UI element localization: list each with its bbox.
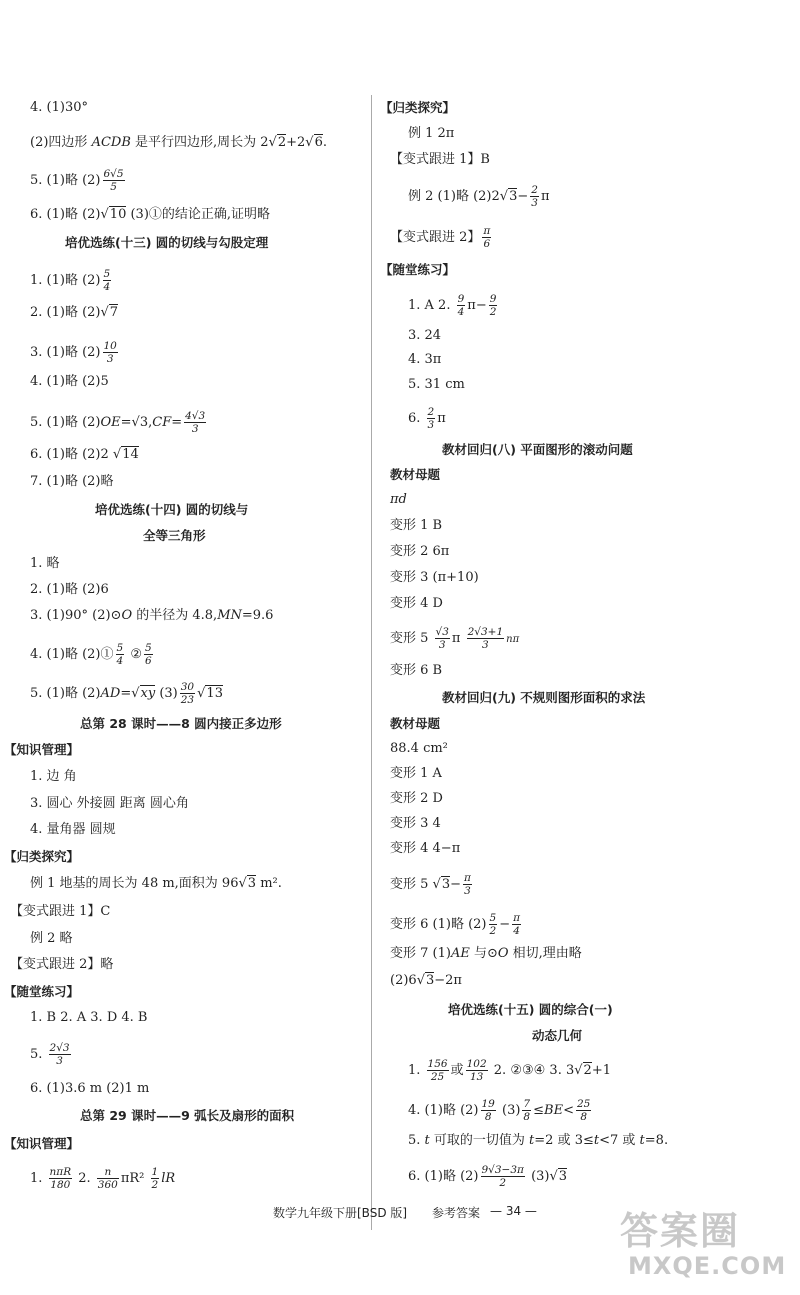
answer-line: 5. t 可取的一切值为 t=2 或 3≤t<7 或 t=8. [408,1133,669,1148]
answer-line: 1. 略 [30,556,60,571]
answer-line: 例 1 地基的周长为 48 m,面积为 96√3 m². [30,876,282,891]
column-divider [371,95,372,1230]
answer-line: 5. (1)略 (2)OE=√3,CF= $\frac{4√3}{3}$ [30,410,206,435]
subsection-heading: 教材母题 [390,716,441,731]
answer-line: 6. $\frac{2}{3}$ π [408,406,446,431]
section-heading: 【归类探究】 [380,100,456,115]
answer-line: 1. B 2. A 3. D 4. B [30,1010,148,1025]
section-heading: 【知识管理】 [4,742,80,757]
answer-line: 变形 4 D [390,596,443,611]
answer-line: 变形 3 (π+10) [390,570,479,585]
section-title: 培优选练(十三) 圆的切线与勾股定理 [65,235,269,250]
answer-line: 6. (1)3.6 m (2)1 m [30,1081,150,1096]
subsection-heading: 教材母题 [390,467,441,482]
answer-line: 【变式跟进 2】 $\frac{\pi}{6}$ [390,225,491,250]
answer-line: (2)6√3−2π [390,973,462,988]
answer-line: 变形 1 B [390,518,443,533]
answer-line: 4. (1)30° [30,100,88,115]
footer-section-label: 参考答案 [432,1206,481,1220]
answer-line: 4. 量角器 圆规 [30,822,116,837]
answer-line: 【变式跟进 2】略 [10,957,114,972]
answer-line: 2. (1)略 (2)√7 [30,305,119,320]
answer-line: 变形 6 B [390,663,443,678]
answer-line: 1. $\frac{\text{nπR}}{180}$ 2. $\frac{n}{360}$ πR² $\frac{1}{2}$ lR [30,1166,176,1191]
section-heading: 【随堂练习】 [4,984,80,999]
answer-line: 例 2 (1)略 (2)2√3− $\frac{2}{3}$ π [408,184,550,209]
answer-line: 7. (1)略 (2)略 [30,474,114,489]
answer-line: 变形 2 6π [390,544,450,559]
answer-line: 2. (1)略 (2)6 [30,582,109,597]
answer-line: 3. (1)略 (2) $\frac{10}{3}$ [30,340,117,365]
section-heading: 【随堂练习】 [380,262,456,277]
section-heading: 【归类探究】 [4,849,80,864]
answer-line: 3. 24 [408,328,442,343]
answer-line: 88.4 cm² [390,741,448,756]
answer-line: 变形 7 (1)AE 与⊙O 相切,理由略 [390,946,582,961]
answer-line: 【变式跟进 1】C [10,904,111,919]
answer-line: 1. $\frac{156}{25}$ 或 $\frac{102}{13}$ 2. ②③④ 3. 3√2+1 [408,1058,611,1083]
answer-line: 5. (1)略 (2)AD=√xy (3) $\frac{30}{23}$ √13 [30,681,223,706]
section-title: 总第 28 课时——8 圆内接正多边形 [80,716,282,731]
answer-line: 6. (1)略 (2) $\frac{9√3-3\pi}{2}$ (3)√3 [408,1164,568,1189]
answer-line: 5. (1)略 (2) $\frac{6√5}{5}$ [30,168,124,193]
answer-line: 变形 6 (1)略 (2) $\frac{5}{2}$ − $\frac{\pi}{4}$ [390,912,520,937]
section-subtitle: 动态几何 [532,1028,583,1043]
answer-line: 变形 3 4 [390,816,441,831]
answer-line: πd [390,492,407,507]
answer-line: 变形 5 √3− $\frac{\pi}{3}$ [390,872,471,897]
answer-line: 6. (1)略 (2)2 √14 [30,447,139,462]
answer-line: 1. (1)略 (2) $\frac{5}{4}$ [30,268,111,293]
footer-page-number: — 34 — [490,1204,537,1218]
answer-line: 例 2 略 [30,931,73,946]
footer-book-title: 数学九年级下册[BSD 版] [273,1206,408,1220]
answer-line: 变形 2 D [390,791,443,806]
section-heading: 【知识管理】 [4,1136,80,1151]
answer-line: 4. 3π [408,352,442,367]
answer-line: 4. (1)略 (2) $\frac{19}{8}$ (3) $\frac{7}{8}$ ≤BE< $\frac{25}{8}$ [408,1098,591,1123]
answer-line: 变形 1 A [390,766,442,781]
section-title: 教材回归(九) 不规则图形面积的求法 [442,690,646,705]
answer-line: 4. (1)略 (2)① $\frac{5}{4}$ ② $\frac{5}{6}$ [30,642,152,667]
watermark-url: MXQE.COM [628,1252,787,1280]
watermark-logo [620,1200,790,1290]
answer-line: 1. A 2. $\frac{9}{4}$ π− $\frac{9}{2}$ [408,293,497,318]
answer-line: 例 1 2π [408,126,455,141]
answer-line: (2)四边形 ACDB 是平行四边形,周长为 2√2+2√6. [30,135,328,150]
answer-line: 5. $\frac{2√3}{3}$ [30,1042,70,1067]
answer-line: 变形 4 4−π [390,841,461,856]
answer-line: 3. 圆心 外接圆 距离 圆心角 [30,796,189,811]
section-title: 培优选练(十五) 圆的综合(一) [448,1002,613,1017]
answer-line: 变形 5 $\frac{√3}{3}$ π $\frac{2√3+1}{3}$ nπ [390,626,520,651]
section-subtitle: 全等三角形 [143,528,206,543]
answer-line: 【变式跟进 1】B [390,152,490,167]
section-title: 培优选练(十四) 圆的切线与 [95,502,249,517]
watermark-text: 答案圈 [620,1209,741,1253]
answer-line: 4. (1)略 (2)5 [30,374,109,389]
answer-line: 5. 31 cm [408,377,465,392]
section-title: 总第 29 课时——9 弧长及扇形的面积 [80,1108,295,1123]
answer-line: 6. (1)略 (2)√10 (3)①的结论正确,证明略 [30,207,271,222]
section-title: 教材回归(八) 平面图形的滚动问题 [442,442,633,457]
fraction: $\frac{6√5}{5}$ [103,168,124,193]
answer-line: 3. (1)90° (2)⊙O 的半径为 4.8,MN=9.6 [30,608,274,623]
answer-line: 1. 边 角 [30,769,77,784]
